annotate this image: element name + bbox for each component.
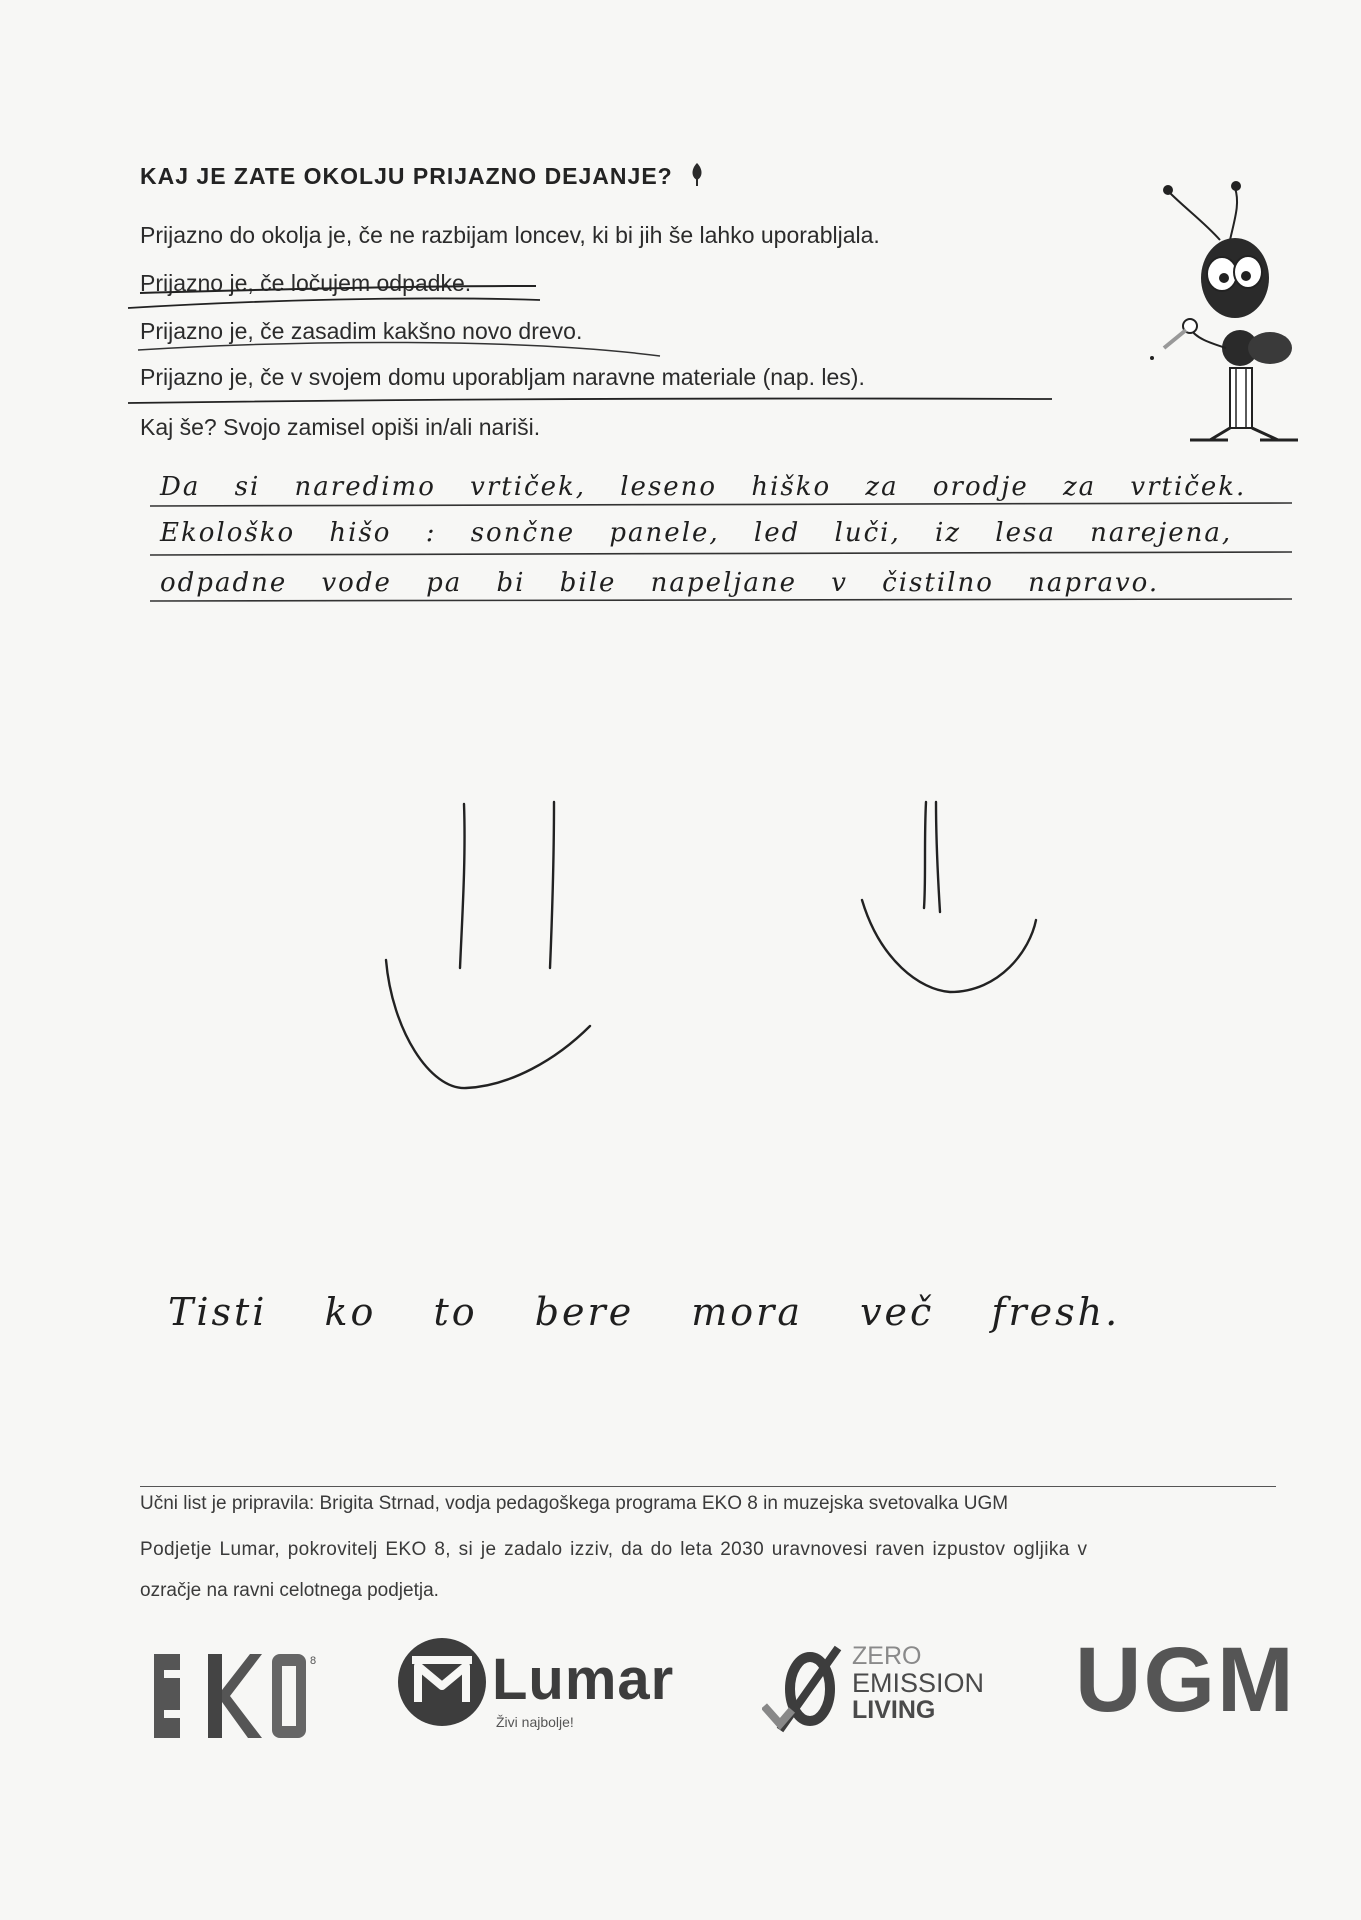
zero-line-3: LIVING	[852, 1696, 936, 1724]
lumar-logo	[396, 1636, 706, 1736]
ruled-line-2	[150, 552, 1292, 555]
ugm-logo: UGM	[1075, 1629, 1296, 1731]
lumar-logo-icon	[396, 1636, 488, 1728]
ant-mascot-icon	[1150, 178, 1300, 460]
statement-line-3: Prijazno je, če zasadim kakšno novo drevo.	[140, 318, 583, 344]
footer-divider	[140, 1486, 1276, 1487]
strikethrough-mark	[140, 286, 536, 293]
handwritten-answer-line-3: odpadne vode pa bi bile napeljane v čistilno napravo.	[160, 568, 1160, 598]
worksheet-title-text: KAJ JE ZATE OKOLJU PRIJAZNO DEJANJE?	[140, 163, 673, 189]
ruled-line-1	[150, 503, 1292, 506]
statement-line-2: Prijazno je, če ločujem odpadke.	[140, 270, 472, 296]
ruled-line-3	[150, 599, 1292, 601]
smiley-drawing-icon	[386, 802, 1036, 1088]
handwritten-answer-line-2: Ekološko hišo : sončne panele, led luči, iz lesa narejena,	[160, 518, 1233, 548]
lumar-name: Lumar	[492, 1647, 675, 1712]
eko8-logo-icon	[150, 1650, 320, 1742]
pen-curve-mark	[138, 342, 660, 356]
footer-sponsor: Podjetje Lumar, pokrovitelj EKO 8, si je zadalo izziv, da do leta 2030 uravnovesi raven izpustov ogljika v	[140, 1539, 1088, 1560]
footer-sponsor-cont: ozračje na ravni celotnega podjetja.	[140, 1580, 439, 1601]
underline-mark	[128, 298, 540, 308]
zero-line-1: ZERO	[852, 1642, 922, 1670]
zero-emission-logo	[762, 1644, 1012, 1734]
handwritten-answer-line-1: Da si naredimo vrtiček, leseno hiško za orodje za vrtiček.	[160, 472, 1247, 502]
zero-line-2: EMISSION	[852, 1668, 985, 1698]
handwritten-note: Tisti ko to bere mora več fresh.	[168, 1290, 1121, 1334]
statement-line-1: Prijazno do okolja je, če ne razbijam loncev, ki bi jih še lahko uporabljala.	[140, 222, 880, 248]
zero-emission-logo-icon	[762, 1644, 846, 1734]
eko8-logo-sup: 8	[310, 1655, 317, 1667]
lumar-tagline: Živi najbolje!	[496, 1714, 574, 1730]
prompt-line: Kaj še? Svojo zamisel opiši in/ali nariši.	[140, 414, 541, 440]
statement-line-4: Prijazno je, če v svojem domu uporabljam naravne materiale (nap. les).	[140, 364, 865, 390]
footer-credit: Učni list je pripravila: Brigita Strnad, vodja pedagoškega programa EKO 8 in muzejska svetovalka UGM	[140, 1493, 1009, 1514]
underline-long-mark	[128, 398, 1052, 403]
